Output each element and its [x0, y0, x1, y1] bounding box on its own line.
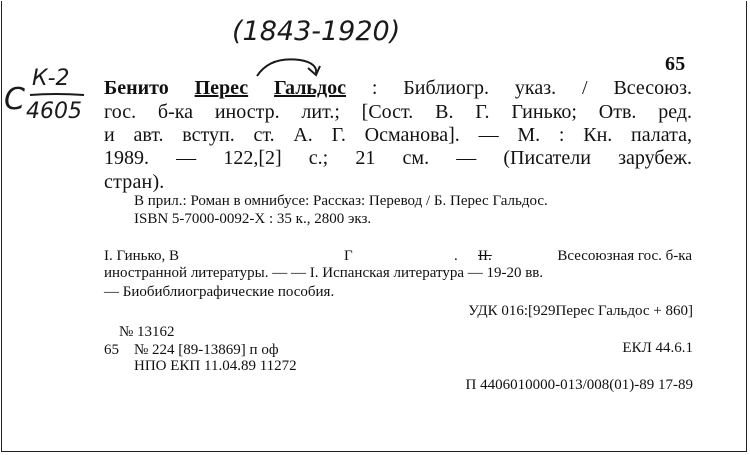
udk-code: УДК 016:[929Перес Гальдос + 860] [468, 303, 693, 319]
subjects-line-3: — Биобиблиографические пособия. [104, 284, 335, 300]
subject-dot: . [454, 248, 458, 264]
notes-line-1: В прил.: Роман в омнибусе: Рассказ: Перевод / Б. Перес Гальдос. [134, 193, 548, 209]
subject-compiler: I. Гинько, В [104, 248, 180, 264]
main-line-2: гос. б-ка иностр. лит.; [Сост. В. Г. Гинько; Отв. ред. [104, 101, 692, 123]
main-line-3: и авт. вступ. ст. А. Г. Османова]. — М. : Кн. палата, [104, 124, 692, 146]
subject-library: Всесоюзная гос. б-ка [557, 248, 692, 264]
author-surname-1: Перес [194, 77, 249, 99]
main-line-1 [104, 77, 692, 99]
handwritten-shelf-prefix: С [4, 82, 25, 117]
subject-initial: Г [344, 248, 353, 264]
npo-line: НПО ЕКП 11.04.89 11272 [134, 358, 297, 374]
record-number: № 13162 [119, 324, 175, 340]
author-first-name: Бенито [104, 77, 195, 99]
footer-order-number: № 224 [89-13869] п оф [134, 342, 279, 358]
page-number: 65 [665, 53, 686, 75]
title-statement: : Библиогр. указ. / Всесоюз. [345, 77, 692, 99]
author-space [248, 77, 274, 99]
ekl-code: ЕКЛ 44.6.1 [622, 340, 693, 356]
notes-isbn: ISBN 5-7000-0092-X : 35 к., 2800 экз. [134, 211, 372, 227]
subjects-line-1 [104, 248, 692, 265]
subject-roman-two: II. [478, 248, 492, 264]
main-line-4: 1989. — 122,[2] с.; 21 см. — (Писатели зарубеж. [104, 147, 692, 169]
handwritten-shelf-top: К-2 [32, 66, 70, 91]
catalog-code: П 4406010000-013/008(01)-89 17-89 [465, 377, 693, 393]
footer-prefix: 65 [104, 342, 119, 358]
author-surname-2: Гальдос [274, 77, 346, 99]
main-line-5: стран). [104, 171, 165, 193]
handwritten-years: (1843-1920) [232, 16, 401, 47]
handwritten-shelf-bottom: 4605 [26, 99, 82, 124]
subjects-line-2: иностранной литературы. — — I. Испанская литература — 19-20 вв. [104, 265, 544, 281]
